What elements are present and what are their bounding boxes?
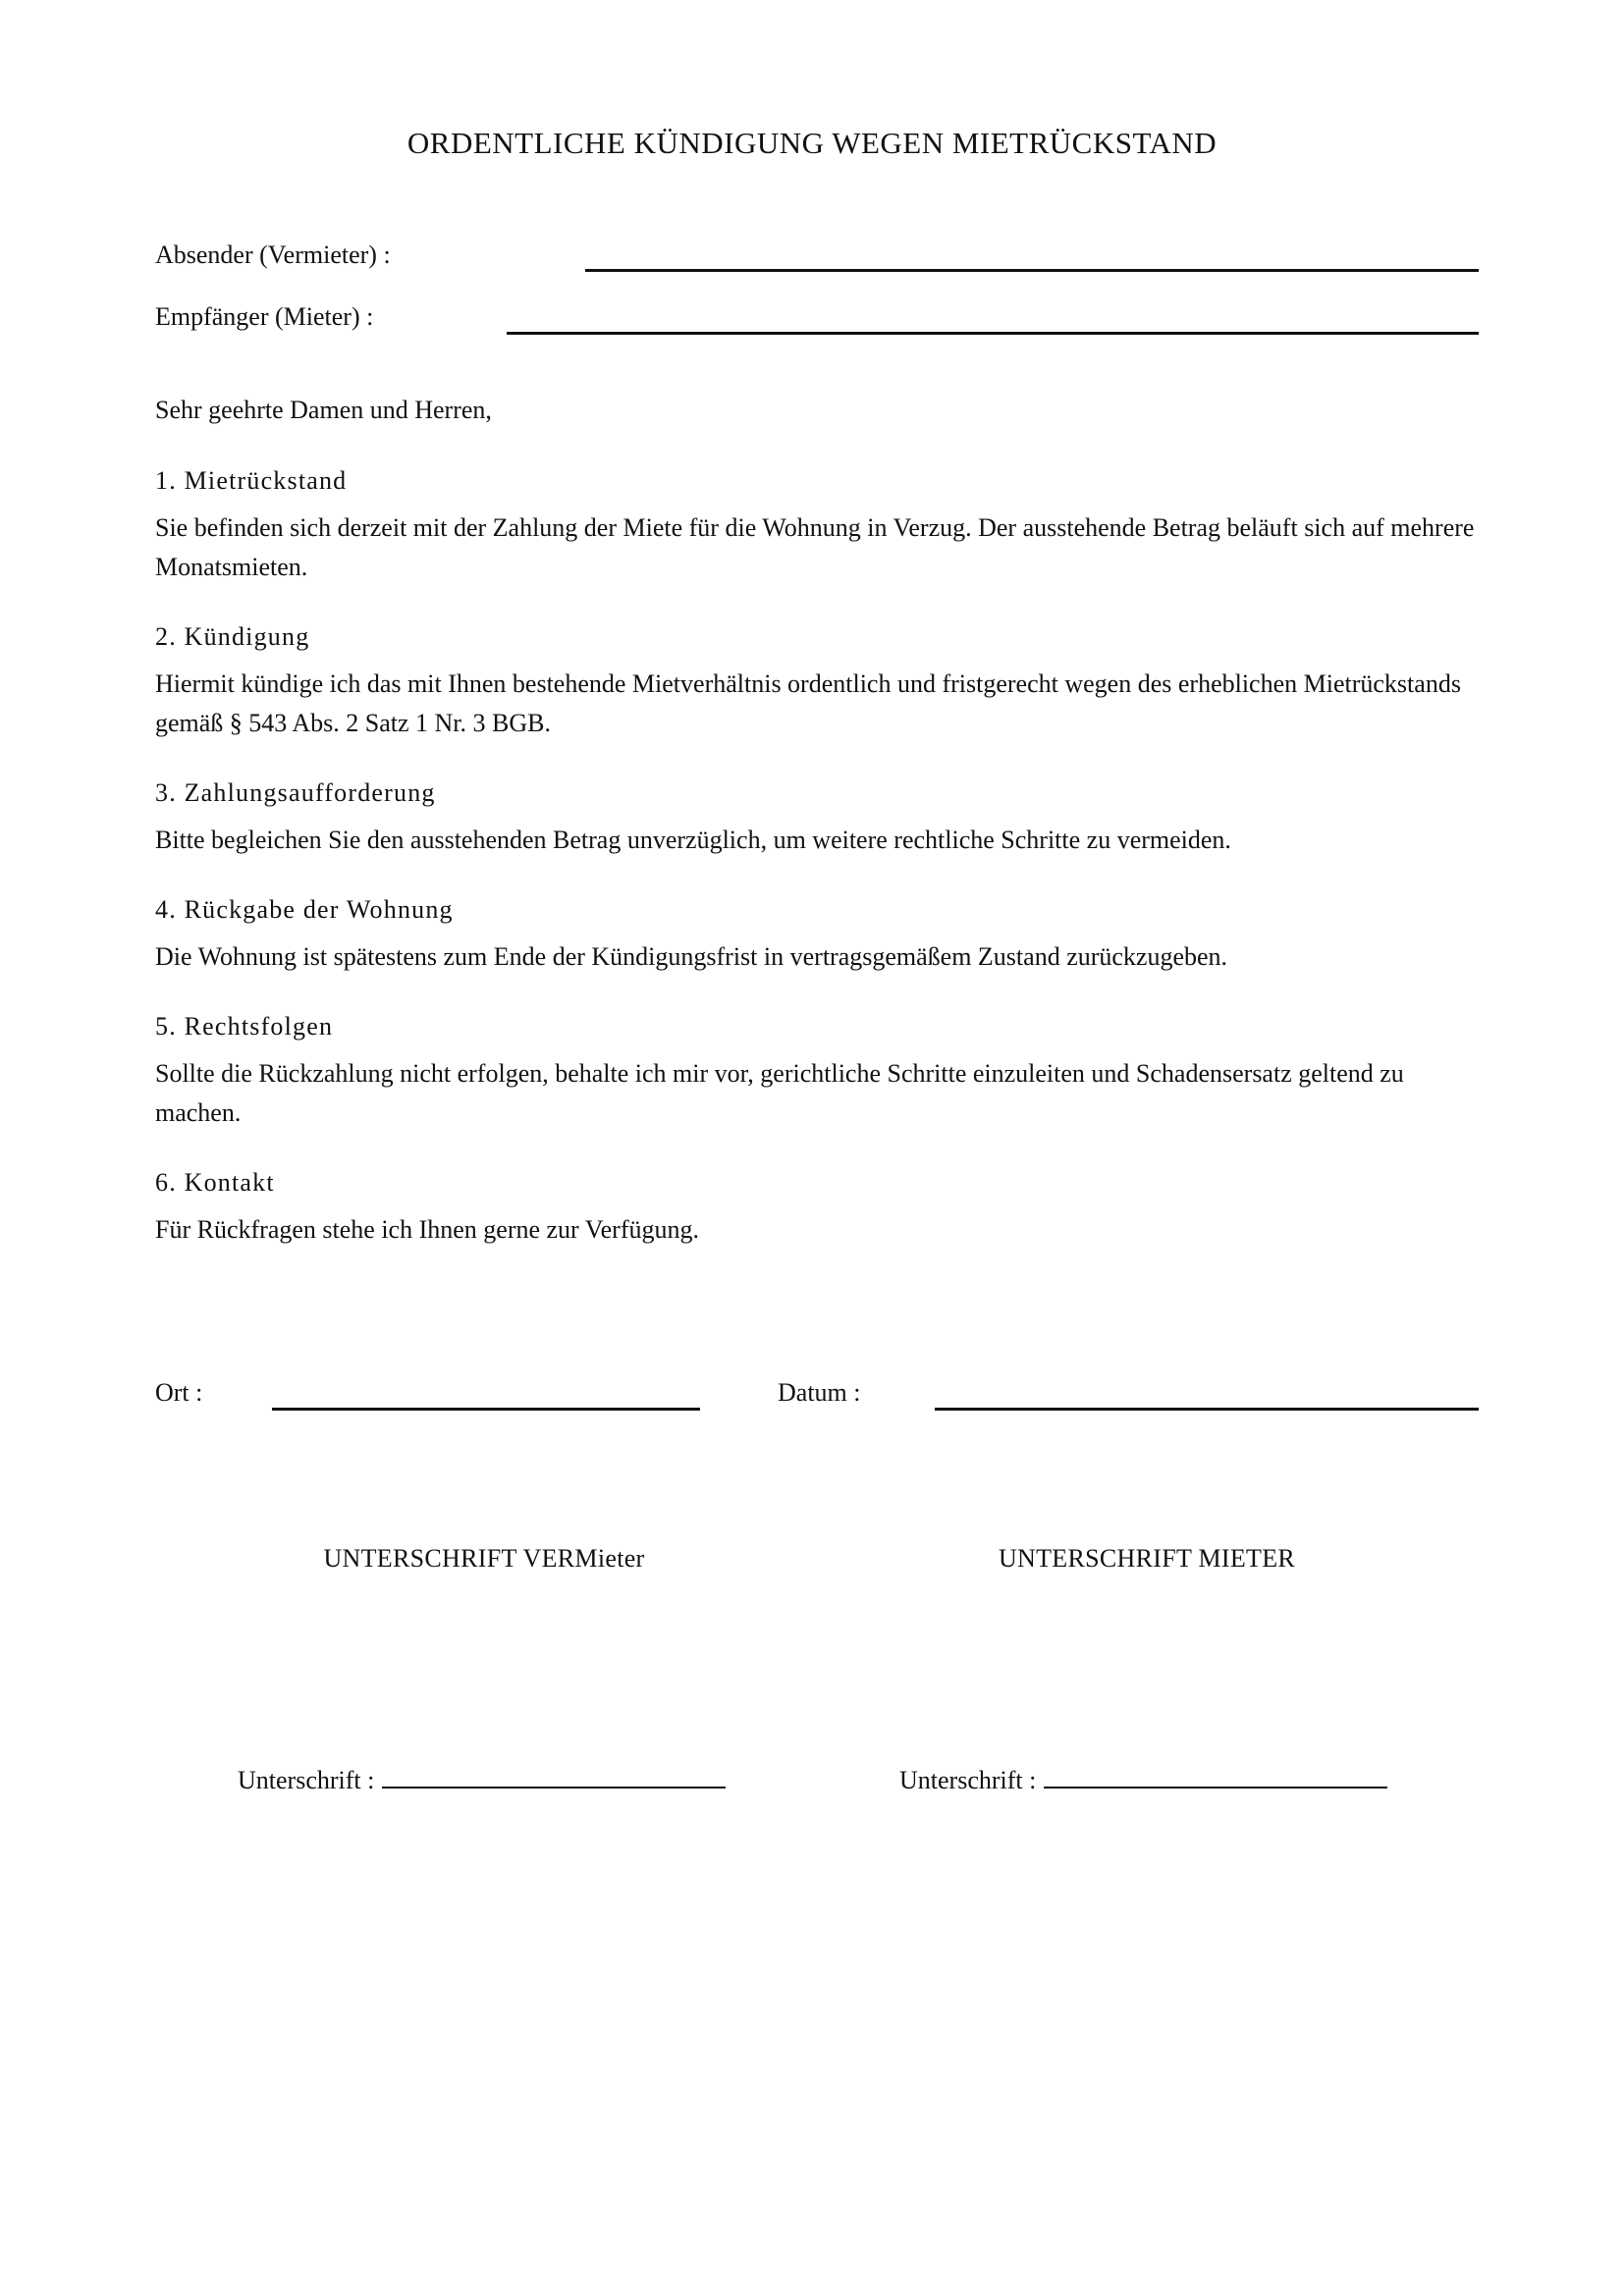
section-heading: 4. Rückgabe der Wohnung — [155, 895, 454, 924]
sender-input-line[interactable] — [585, 269, 1479, 272]
landlord-signature-field — [238, 1765, 726, 1796]
sender-label: Absender (Vermieter) : — [155, 240, 391, 269]
landlord-signature-label: Unterschrift : — [238, 1766, 375, 1794]
section-heading: 3. Zahlungsaufforderung — [155, 778, 436, 807]
place-label: Ort : — [155, 1378, 203, 1407]
section-kuendigung — [155, 621, 1476, 743]
section-body: Die Wohnung ist spätestens zum Ende der Kündigungsfrist in vertragsgemäßem Zustand zurückzugeben. — [155, 942, 1228, 971]
section-kontakt — [155, 1167, 1476, 1250]
section-heading: 6. Kontakt — [155, 1168, 275, 1197]
section-body: Für Rückfragen stehe ich Ihnen gerne zur Verfügung. — [155, 1215, 699, 1244]
section-body: Sollte die Rückzahlung nicht erfolgen, behalte ich mir vor, gerichtliche Schritte einzuleiten und Schadensersatz geltend zu machen. — [155, 1059, 1404, 1127]
tenant-signature-heading: UNTERSCHRIFT MIETER — [998, 1544, 1296, 1573]
document-title: ORDENTLICHE KÜNDIGUNG WEGEN MIETRÜCKSTAND — [406, 126, 1218, 160]
date-label: Datum : — [778, 1378, 861, 1407]
date-input-line[interactable] — [935, 1408, 1479, 1411]
section-heading: 5. Rechtsfolgen — [155, 1012, 334, 1041]
section-rechtsfolgen — [155, 1011, 1476, 1133]
section-zahlungsaufforderung — [155, 777, 1476, 860]
landlord-signature-heading: UNTERSCHRIFT VERMieter — [323, 1544, 645, 1573]
recipient-input-line[interactable] — [507, 332, 1479, 335]
landlord-signature-line[interactable] — [382, 1765, 726, 1789]
section-body: Bitte begleichen Sie den ausstehenden Betrag unverzüglich, um weitere rechtliche Schritte zu vermeiden. — [155, 826, 1231, 854]
tenant-signature-field — [899, 1765, 1387, 1796]
tenant-signature-label: Unterschrift : — [899, 1766, 1037, 1794]
section-heading: 2. Kündigung — [155, 622, 310, 651]
section-heading: 1. Mietrückstand — [155, 466, 348, 495]
section-mietrueckstand — [155, 465, 1476, 587]
recipient-label: Empfänger (Mieter) : — [155, 302, 374, 331]
section-rueckgabe — [155, 894, 1476, 977]
place-input-line[interactable] — [272, 1408, 700, 1411]
tenant-signature-line[interactable] — [1044, 1765, 1387, 1789]
salutation: Sehr geehrte Damen und Herren, — [155, 396, 492, 424]
section-body: Hiermit kündige ich das mit Ihnen bestehende Mietverhältnis ordentlich und fristgerecht wegen des erheblichen Mietrückstands gemäß § 543 Abs. 2 Satz 1 Nr. 3 BGB. — [155, 669, 1461, 737]
section-body: Sie befinden sich derzeit mit der Zahlung der Miete für die Wohnung in Verzug. Der ausstehende Betrag beläuft sich auf mehrere Monatsmieten. — [155, 513, 1475, 581]
